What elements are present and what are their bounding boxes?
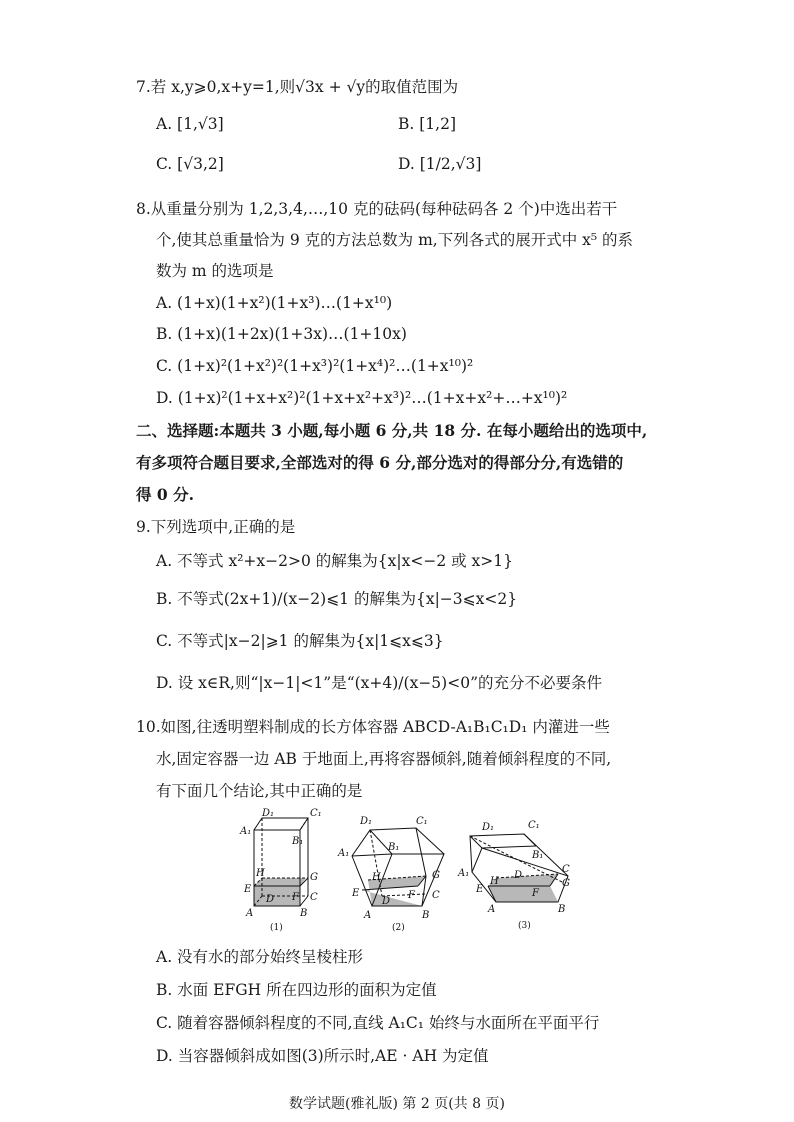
q7-stem: 7.若 x,y⩾0,x+y=1,则√3x + √y的取值范围为 bbox=[136, 78, 459, 96]
fig2-label-E: E bbox=[352, 888, 360, 899]
page-footer: 数学试题(雅礼版) 第 2 页(共 8 页) bbox=[289, 1096, 505, 1112]
fig3-caption: (3) bbox=[518, 921, 531, 931]
fig3-label-G: G bbox=[562, 878, 570, 889]
fig2-label-A: A bbox=[364, 910, 372, 921]
fig2-label-A1: A₁ bbox=[338, 848, 350, 859]
fig1-label-B: B bbox=[300, 908, 308, 919]
fig3-label-A1: A₁ bbox=[458, 868, 470, 879]
q8-stem-line-3: 数为 m 的选项是 bbox=[156, 262, 274, 280]
fig1-label-E: E bbox=[244, 884, 252, 895]
figure-1 bbox=[254, 818, 308, 906]
fig1-label-B1: B₁ bbox=[292, 836, 304, 847]
fig3-label-D1: D₁ bbox=[482, 822, 495, 833]
fig1-label-A1: A₁ bbox=[240, 826, 252, 837]
q7-option-a: A. [1,√3] bbox=[156, 115, 224, 133]
fig1-label-D1: D₁ bbox=[262, 808, 275, 819]
q9-stem: 9.下列选项中,正确的是 bbox=[136, 518, 296, 536]
q8-option-d: D. (1+x)²(1+x+x²)²(1+x+x²+x³)²…(1+x+x²+…+x¹⁰)² bbox=[156, 389, 568, 407]
q9-option-d: D. 设 x∈R,则“|x−1|<1”是“(x+4)/(x−5)<0”的充分不必要条件 bbox=[156, 674, 602, 692]
fig2-label-F: F bbox=[408, 890, 415, 901]
q7-option-c: C. [√3,2] bbox=[156, 155, 224, 173]
fig1-label-D: D bbox=[266, 894, 275, 905]
fig3-label-C1: C₁ bbox=[528, 820, 540, 831]
q7-option-d: D. [1/2,√3] bbox=[398, 155, 482, 173]
fig2-label-C1: C₁ bbox=[416, 816, 428, 827]
fig2-label-D1: D₁ bbox=[360, 816, 373, 827]
q10-option-b: B. 水面 EFGH 所在四边形的面积为定值 bbox=[156, 981, 437, 999]
q7-option-b: B. [1,2] bbox=[398, 115, 456, 133]
fig1-label-C1: C₁ bbox=[310, 808, 322, 819]
q10-option-a: A. 没有水的部分始终呈棱柱形 bbox=[156, 948, 364, 966]
fig2-label-B1: B₁ bbox=[388, 842, 400, 853]
fig2-label-C: C bbox=[432, 890, 440, 901]
figure-3-water-bottom bbox=[488, 886, 558, 902]
fig3-label-E: E bbox=[476, 884, 484, 895]
fig1-label-C: C bbox=[310, 892, 318, 903]
fig2-label-D: D bbox=[382, 896, 391, 907]
section2-line-2: 有多项符合题目要求,全部选对的得 6 分,部分选对的得部分分,有选错的 bbox=[136, 453, 624, 472]
fig3-label-D: D bbox=[514, 870, 523, 881]
q8-option-b: B. (1+x)(1+2x)(1+3x)…(1+10x) bbox=[156, 325, 407, 343]
q10-stem-line-2: 水,固定容器一边 AB 于地面上,再将容器倾斜,随着倾斜程度的不同, bbox=[156, 750, 612, 768]
fig2-label-B: B bbox=[422, 910, 430, 921]
q10-option-d: D. 当容器倾斜成如图(3)所示时,AE · AH 为定值 bbox=[156, 1047, 489, 1065]
figure-3 bbox=[470, 834, 568, 902]
section2-line-1: 二、选择题:本题共 3 小题,每小题 6 分,共 18 分. 在每小题给出的选项中, bbox=[136, 421, 648, 440]
fig3-label-B1: B₁ bbox=[532, 850, 544, 861]
fig1-label-A: A bbox=[246, 908, 254, 919]
figure-2 bbox=[352, 828, 444, 906]
fig2-caption: (2) bbox=[392, 923, 405, 933]
q8-option-c: C. (1+x)²(1+x²)²(1+x³)²(1+x⁴)²…(1+x¹⁰)² bbox=[156, 357, 474, 375]
q8-stem-line-2: 个,使其总重量恰为 9 克的方法总数为 m,下列各式的展开式中 x⁵ 的系 bbox=[156, 231, 634, 249]
q9-option-b: B. 不等式(2x+1)/(x−2)⩽1 的解集为{x|−3⩽x<2} bbox=[156, 590, 518, 608]
fig3-label-B: B bbox=[558, 904, 566, 915]
q8-option-a: A. (1+x)(1+x²)(1+x³)…(1+x¹⁰) bbox=[156, 294, 393, 312]
fig1-label-G: G bbox=[310, 872, 318, 883]
fig3-label-A: A bbox=[488, 904, 496, 915]
q9-option-c: C. 不等式|x−2|⩾1 的解集为{x|1⩽x⩽3} bbox=[156, 632, 444, 650]
fig1-label-H: H bbox=[256, 868, 265, 879]
q10-option-c: C. 随着容器倾斜程度的不同,直线 A₁C₁ 始终与水面所在平面平行 bbox=[156, 1014, 600, 1032]
q10-stem-line-1: 10.如图,往透明塑料制成的长方体容器 ABCD-A₁B₁C₁D₁ 内灌进一些 bbox=[136, 718, 610, 736]
fig3-label-C: C bbox=[562, 864, 570, 875]
fig1-label-F: F bbox=[292, 892, 299, 903]
q9-option-a: A. 不等式 x²+x−2>0 的解集为{x|x<−2 或 x>1} bbox=[156, 552, 513, 570]
container-figures bbox=[232, 806, 582, 938]
q10-stem-line-3: 有下面几个结论,其中正确的是 bbox=[156, 782, 363, 800]
fig2-label-G: G bbox=[432, 870, 440, 881]
fig3-label-F: F bbox=[532, 888, 539, 899]
fig3-label-H: H bbox=[490, 876, 499, 887]
q8-stem-line-1: 8.从重量分别为 1,2,3,4,…,10 克的砝码(每种砝码各 2 个)中选出若干 bbox=[136, 200, 618, 218]
section2-line-3: 得 0 分. bbox=[136, 485, 194, 504]
fig2-label-H: H bbox=[372, 872, 381, 883]
fig1-caption: (1) bbox=[270, 923, 283, 933]
